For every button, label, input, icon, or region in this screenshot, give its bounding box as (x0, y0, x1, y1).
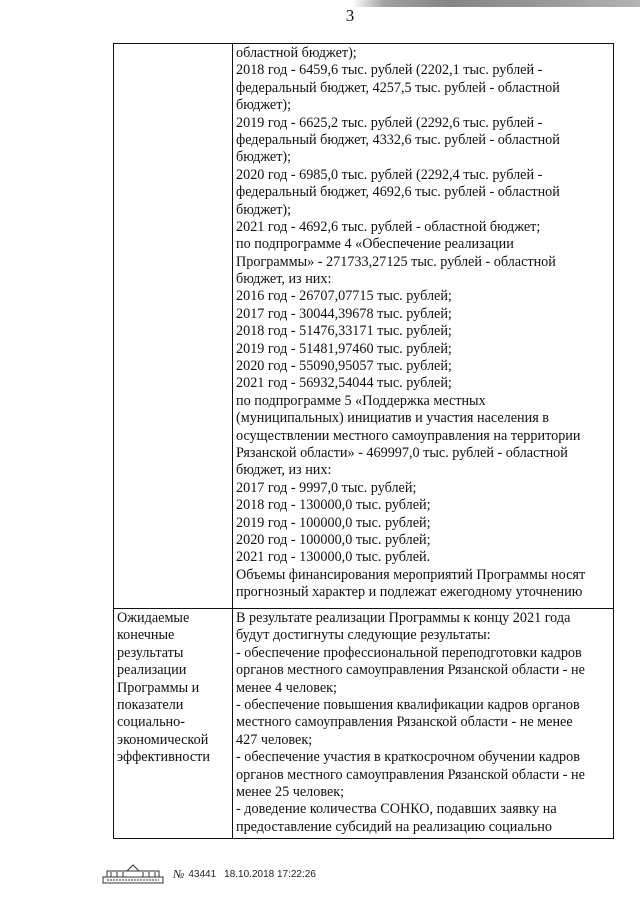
text-line: федеральный бюджет, 4257,5 тыс. рублей - областной (236, 79, 560, 96)
text-line: бюджет, из них: (236, 462, 332, 479)
text-line: - доведение количества СОНКО, подавших заявку на (236, 801, 557, 818)
label-line: эффективности (117, 749, 210, 766)
text-line: местного самоуправления Рязанской области - не менее (236, 714, 573, 731)
text-line: 2020 год - 55090,95057 тыс. рублей; (236, 358, 452, 375)
label-line: социально- (117, 714, 185, 731)
text-line: бюджет); (236, 149, 292, 166)
text-line: - обеспечение повышения квалификации кадров органов (236, 696, 580, 713)
text-line: Программы» - 271733,27125 тыс. рублей - областной (236, 253, 556, 270)
label-line: показатели (117, 696, 184, 713)
text-line: органов местного самоуправления Рязанской области - не (236, 662, 585, 679)
text-line: - обеспечение участия в краткосрочном обучении кадров (236, 749, 580, 766)
text-line: 2019 год - 100000,0 тыс. рублей; (236, 514, 431, 531)
label-line: реализации (117, 662, 187, 679)
results-cell (236, 610, 585, 836)
text-line: областной бюджет); (236, 45, 357, 61)
text-line: федеральный бюджет, 4692,6 тыс. рублей - областной (236, 184, 560, 201)
text-line: 2020 год - 100000,0 тыс. рублей; (236, 531, 431, 548)
text-line: 2016 год - 26707,07715 тыс. рублей; (236, 288, 452, 305)
text-line: 427 человек; (236, 731, 313, 748)
label-line: Программы и (117, 679, 200, 696)
text-line: Рязанской области» - 469997,0 тыс. рублей - областной (236, 444, 568, 461)
text-line: В результате реализации Программы к концу 2021 года (236, 610, 571, 626)
label-line: результаты (117, 644, 184, 661)
text-line: менее 25 человек; (236, 783, 345, 800)
text-line: 2021 год - 4692,6 тыс. рублей - областной бюджет; (236, 218, 541, 235)
building-logo-icon (101, 863, 165, 885)
text-line: осуществлении местного самоуправления на территории (236, 427, 581, 444)
text-line: бюджет); (236, 97, 292, 114)
text-line: (муниципальных) инициатив и участия населения в (236, 410, 549, 427)
text-line: по подпрограмме 5 «Поддержка местных (236, 392, 486, 409)
registration-number: 43441 (188, 868, 217, 880)
document-footer (101, 863, 316, 885)
text-line: бюджет); (236, 201, 292, 218)
text-line: будут достигнуты следующие результаты: (236, 627, 491, 644)
funding-cell (236, 45, 585, 602)
text-line: 2017 год - 30044,39678 тыс. рублей; (236, 305, 452, 322)
label-line: Ожидаемые (117, 610, 190, 626)
text-line: - обеспечение профессиональной переподготовки кадров (236, 644, 582, 661)
text-line: органов местного самоуправления Рязанской области - не (236, 766, 585, 783)
text-line: федеральный бюджет, 4332,6 тыс. рублей - областной (236, 131, 560, 148)
text-line: 2019 год - 6625,2 тыс. рублей (2292,6 тыс. рублей - (236, 114, 543, 131)
text-line: 2017 год - 9997,0 тыс. рублей; (236, 479, 417, 496)
text-line: 2018 год - 130000,0 тыс. рублей; (236, 497, 431, 514)
registration-timestamp: 18.10.2018 17:22:26 (224, 868, 316, 880)
row-divider (114, 608, 613, 609)
text-line: 2021 год - 130000,0 тыс. рублей. (236, 549, 431, 566)
text-line: менее 4 человек; (236, 679, 338, 696)
text-line: 2020 год - 6985,0 тыс. рублей (2292,4 тыс. рублей - (236, 166, 543, 183)
column-divider (232, 44, 233, 838)
text-line: по подпрограмме 4 «Обеспечение реализации (236, 236, 514, 253)
text-line: предоставление субсидий на реализацию социально (236, 818, 552, 835)
text-line: прогнозный характер и подлежат ежегодному уточнению (236, 584, 583, 601)
text-line: бюджет, из них: (236, 271, 332, 288)
page-number: 3 (345, 6, 355, 25)
passport-table (113, 43, 614, 839)
text-line: 2021 год - 56932,54044 тыс. рублей; (236, 375, 452, 392)
label-line: экономической (117, 731, 209, 748)
text-line: 2018 год - 6459,6 тыс. рублей (2202,1 тыс. рублей - (236, 62, 543, 79)
label-line: конечные (117, 627, 175, 644)
text-line: 2019 год - 51481,97460 тыс. рублей; (236, 340, 452, 357)
registration-symbol: № (173, 866, 185, 881)
text-line: Объемы финансирования мероприятий Программы носят (236, 566, 586, 583)
results-label-cell (117, 610, 210, 767)
text-line: 2018 год - 51476,33171 тыс. рублей; (236, 323, 452, 340)
